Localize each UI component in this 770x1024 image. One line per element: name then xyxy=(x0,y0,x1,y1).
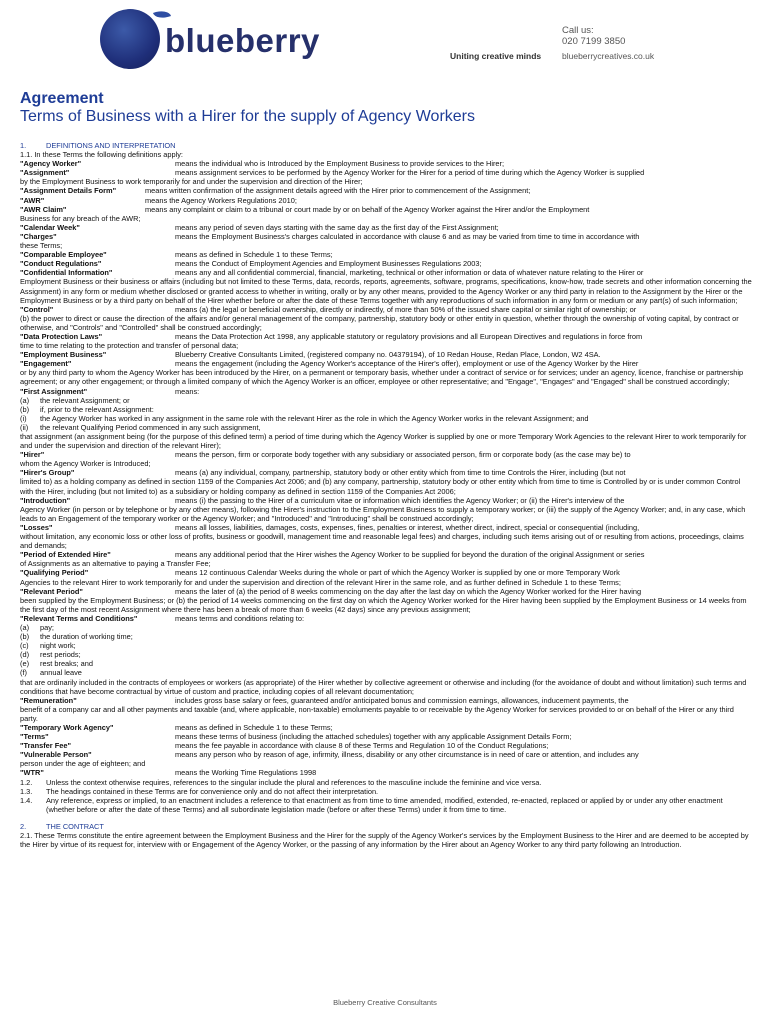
definition-continuation: without limitation, any economic loss or other loss of profits, business or goodwill, management time and reasonable legal fees) and charges, including such items arising out of or resulting from actions, proceedings, claims and demands; xyxy=(20,532,744,551)
website-link[interactable]: blueberrycreatives.co.uk xyxy=(562,51,655,61)
definition xyxy=(20,359,753,368)
list-item xyxy=(20,659,753,668)
definition-text: means as defined in Schedule 1 to these Terms; xyxy=(175,723,333,732)
list-marker: (d) xyxy=(20,650,30,660)
list-item xyxy=(20,396,753,405)
section-heading xyxy=(20,141,753,150)
definition-term: "AWR Claim" xyxy=(20,204,67,214)
definition xyxy=(20,768,753,777)
definition xyxy=(20,259,753,268)
definition xyxy=(20,250,753,259)
definition xyxy=(20,268,753,277)
definition-continuation: Business for any breach of the AWR; xyxy=(20,213,141,223)
leaf-icon xyxy=(153,8,171,22)
clause-intro: 1.1. In these Terms the following definitions apply: xyxy=(20,150,183,160)
definition xyxy=(20,387,753,396)
definition-term: "Period of Extended Hire" xyxy=(20,550,111,560)
list-text: rest breaks; and xyxy=(40,659,93,669)
definition-continuation: whom the Agency Worker is Introduced; xyxy=(20,459,151,469)
list-text: night work; xyxy=(40,641,76,651)
blueberry-logo-icon xyxy=(100,9,160,69)
list-item xyxy=(20,423,753,432)
call-label: Call us: xyxy=(562,25,594,36)
definition-continuation: that are ordinarily included in the contracts of employees or workers (as appropriate) of the Hirer whether by collective agreement or otherwise and including (for the avoidance of doubt and without limitation) such terms and conditions that have become contractual by virtue of custom and practice, including copies of all relevant documentation; xyxy=(20,677,747,696)
definition-text: means the individual who is Introduced by the Employment Business to provide services to the Hirer; xyxy=(175,159,505,169)
definition-continuation: by the Employment Business to work temporarily for and under the supervision and direction of the Hirer; xyxy=(20,177,363,187)
definition-term: "Assignment" xyxy=(20,168,70,178)
definition-continuation: person under the age of eighteen; and xyxy=(20,759,146,769)
definition-term: "Assignment Details Form" xyxy=(20,186,117,196)
definition-term: "Agency Worker" xyxy=(20,159,82,169)
definition-continuation: (b) the power to direct or cause the direction of the affairs and/or general management of the company, partnership, statutory body or other entity in question, whether through the ownership of voting capital, by contract or otherwise, and "Controls" and "Controlled" shall be construed accordingly; xyxy=(20,313,739,332)
definition-term: "Charges" xyxy=(20,231,57,241)
definition-term: "Calendar Week" xyxy=(20,222,80,232)
definition-text: means assignment services to be performed by the Agency Worker for the Hirer for a period of time during which the Agency Worker is supplied xyxy=(175,168,645,178)
list-marker: (b) xyxy=(20,404,30,414)
footer-company: Blueberry Creative Consultants xyxy=(333,998,437,1007)
definition xyxy=(20,196,753,205)
definition-term: "WTR" xyxy=(20,768,44,778)
definition xyxy=(20,450,753,459)
definition-text: means (i) the passing to the Hirer of a curriculum vitae or information which identifies the Agency Worker; or (ii) the Hirer's interview of the xyxy=(175,495,625,505)
definition xyxy=(20,723,753,732)
list-item xyxy=(20,414,753,423)
definition xyxy=(20,741,753,750)
clause xyxy=(20,796,753,814)
definition xyxy=(20,159,753,168)
section-heading xyxy=(20,822,753,831)
phone-number[interactable]: 020 7199 3850 xyxy=(562,36,626,47)
definition xyxy=(20,350,753,359)
definition-text: means (a) any individual, company, partnership, statutory body or other entity which from time to time Controls the Hirer, including (but not xyxy=(175,468,626,478)
definition-continuation: or by any third party to whom the Agency Worker has been introduced by the Hirer, on a permanent or temporary basis, whether under a contract of service or for services; under an agency, licence, franchise or partnership agreement; or any other engagement; or through a limited company of which the Agency Worker is an officer, employee or other representative; and "Engage", "Engages" and "Engaged" shall be construed accordingly; xyxy=(20,368,744,387)
definition-term: "AWR" xyxy=(20,195,45,205)
definition-term: "Introduction" xyxy=(20,495,71,505)
definition-text: means the Working Time Regulations 1998 xyxy=(175,768,317,778)
letterhead xyxy=(0,0,770,80)
definition-text: means the Employment Business's charges calculated in accordance with clause 6 and as may be varied from time to time in accordance with xyxy=(175,231,640,241)
definition-text: means the engagement (including the Agency Worker's acceptance of the Hirer's offer), employment or use of the Agency Worker by the Hirer xyxy=(175,359,639,369)
definition xyxy=(20,186,753,195)
definition xyxy=(20,696,753,705)
list-text: annual leave xyxy=(40,668,82,678)
definition-text: means any additional period that the Hirer wishes the Agency Worker to be supplied for beyond the duration of the original Assignment or series xyxy=(175,550,645,560)
list-marker: (a) xyxy=(20,622,30,632)
list-text: the relevant Assignment; or xyxy=(40,395,130,405)
list-item xyxy=(20,668,753,677)
list-item xyxy=(20,632,753,641)
definition xyxy=(20,750,753,759)
definition xyxy=(20,614,753,623)
definition-term: "Terms" xyxy=(20,732,49,742)
section-number: 1. xyxy=(20,141,27,150)
list-marker: (ii) xyxy=(20,422,29,432)
definition-text: means any person who by reason of age, infirmity, illness, disability or any other circumstance is in need of care or attention, and includes any xyxy=(175,750,639,760)
definition-term: "Confidential Information" xyxy=(20,268,113,278)
definition-term: "Qualifying Period" xyxy=(20,568,89,578)
list-marker: (e) xyxy=(20,659,30,669)
logo-wordmark: blueberry xyxy=(165,22,320,59)
definition-term: "Engagement" xyxy=(20,359,72,369)
definition-term: "Data Protection Laws" xyxy=(20,331,103,341)
list-item xyxy=(20,623,753,632)
definition xyxy=(20,568,753,577)
definition-term: "Conduct Regulations" xyxy=(20,259,102,269)
list-text: rest periods; xyxy=(40,650,81,660)
definition xyxy=(20,232,753,241)
section-title: THE CONTRACT xyxy=(46,821,104,831)
clause-text: The headings contained in these Terms are for convenience only and do not affect their interpretation. xyxy=(46,786,379,796)
definition-term: "Transfer Fee" xyxy=(20,741,71,751)
definition xyxy=(20,523,753,532)
definition-term: "Comparable Employee" xyxy=(20,250,107,260)
definition-text: means written confirmation of the assignment details agreed with the Hirer prior to commencement of the Assignment; xyxy=(145,186,531,196)
definition xyxy=(20,550,753,559)
definition xyxy=(20,168,753,177)
definition-text: means the Conduct of Employment Agencies and Employment Businesses Regulations 2003; xyxy=(175,259,482,269)
list-text: pay; xyxy=(40,622,54,632)
list-text: if, prior to the relevant Assignment: xyxy=(40,404,154,414)
list-marker: (b) xyxy=(20,632,30,642)
definition-text: means any and all confidential commercial, financial, marketing, technical or other information or data of whatever nature relating to the Hirer or xyxy=(175,268,644,278)
definition-term: "Losses" xyxy=(20,522,53,532)
section-title: DEFINITIONS AND INTERPRETATION xyxy=(46,141,176,150)
tagline: Uniting creative minds xyxy=(450,51,542,61)
list-item xyxy=(20,650,753,659)
definition-text: means all losses, liabilities, damages, costs, expenses, fines, penalties or interest, whether direct, indirect, special or consequential (including, xyxy=(175,522,640,532)
list-item xyxy=(20,641,753,650)
definition-continuation: that assignment (an assignment being (for the purpose of this defined term) a period of time during which the Agency Worker is supplied by one or more Temporary Work Agencies to the relevant Hirer to work temporarily for and under the supervision and direction of the relevant Hirer); xyxy=(20,432,747,451)
definition-continuation: time to time relating to the protection and transfer of personal data; xyxy=(20,341,239,351)
clause-text: Unless the context otherwise requires, references to the singular include the plural and references to the masculine include the feminine and vice versa. xyxy=(46,777,542,787)
definition-text: means 12 continuous Calendar Weeks during the whole or part of which the Agency Worker is supplied by one or more Temporary Work xyxy=(175,568,620,578)
definition xyxy=(20,205,753,214)
definition-text: means the person, firm or corporate body together with any subsidiary or associated person, firm or corporate body (as the case may be) to xyxy=(175,450,631,460)
list-marker: (f) xyxy=(20,668,27,678)
definition xyxy=(20,332,753,341)
definition xyxy=(20,468,753,477)
clause-number: 1.4. xyxy=(20,795,33,805)
list-marker: (a) xyxy=(20,395,30,405)
clause-number: 1.2. xyxy=(20,777,33,787)
definition-term: "Hirer's Group" xyxy=(20,468,75,478)
definition-continuation: benefit of a company car and all other payments and taxable (and, where applicable, non-taxable) emoluments payable to or receivable by the Agency Worker for services provided to or on behalf of the Hirer or any third party. xyxy=(20,704,734,723)
clause-text: 2.1. These Terms constitute the entire agreement between the Employment Business and the Hirer for the supply of the Agency Worker's services by the Employment Business to the Hirer and are deemed to be accepted by the Hirer by virtue of its request for, interview with or Engagement of the Agency Worker, or the passing of any information by the Hirer about an Agency Worker to any third party following an Introduction. xyxy=(20,831,749,850)
list-text: the Agency Worker has worked in any assignment in the same role with the relevant Hirer as the role in which the Agency Worker works in the relevant Assignment; and xyxy=(40,413,589,423)
definition-text: means: xyxy=(175,386,200,396)
list-marker: (c) xyxy=(20,641,29,651)
definition-continuation: Employment Business or their business or affairs (including but not limited to these Terms, data, records, reports, agreements, software, programs, specifications, know-how, trade secrets and other information concerning the Assignment) in any form or medium whether disclosed or granted access to whether in writing, orally or by any other means, provided to the Agency Worker or any third party in relation to the Assignment by the Hirer or the Employment Business or by a third party on behalf of the Hirer whether before or after the date of these Terms together with any reproductions of such information in any form or medium or any part(s) of such information; xyxy=(20,277,752,305)
definition-text: means as defined in Schedule 1 to these Terms; xyxy=(175,250,333,260)
definition-text: means (a) the legal or beneficial ownership, directly or indirectly, of more than 50% of the issued share capital or similar right of ownership; or xyxy=(175,304,637,314)
definition-continuation: limited to) as a holding company as defined in section 1159 of the Companies Act 2006; and (b) any company, partnership, statutory body or other entity which from time to time is Controlled by or is under common Control with the Hirer, including (but not limited to) as a subsidiary or holding company as defined in section 1159 of the Companies Act 2006; xyxy=(20,477,741,496)
definition xyxy=(20,496,753,505)
definition xyxy=(20,732,753,741)
clause xyxy=(20,787,753,796)
definition-continuation: of Assignments as an alternative to paying a Transfer Fee; xyxy=(20,559,211,569)
definition-continuation: these Terms; xyxy=(20,241,63,251)
definition-text: means these terms of business (including the attached schedules) together with any applicable Assignment Details Form; xyxy=(175,732,572,742)
definition-text: means any complaint or claim to a tribunal or court made by or on behalf of the Agency Worker against the Hirer and/or the Employment xyxy=(145,204,590,214)
clause-text: Any reference, express or implied, to an enactment includes a reference to that enactment as from time to time amended, modified, extended, re-enacted, replaced or applied by or under any other enactment (whether before or after the date of these Terms) and all subordinate legislation made (before or after these Terms) under it from time to time. xyxy=(46,795,723,814)
definition-text: includes gross base salary or fees, guaranteed and/or anticipated bonus and commission earnings, allowances, inducement payments, the xyxy=(175,695,629,705)
list-text: the duration of working time; xyxy=(40,632,133,642)
definition-term: "First Assignment" xyxy=(20,386,88,396)
list-text: the relevant Qualifying Period commenced in any such assignment, xyxy=(40,422,261,432)
definition-text: means the Data Protection Act 1998, any applicable statutory or regulatory provisions and all European Directives and regulations in force from xyxy=(175,331,643,341)
definition-text: means terms and conditions relating to: xyxy=(175,613,304,623)
definition xyxy=(20,587,753,596)
definition-term: "Relevant Terms and Conditions" xyxy=(20,613,138,623)
document-title: Agreement xyxy=(20,90,104,107)
document-subtitle: Terms of Business with a Hirer for the supply of Agency Workers xyxy=(20,108,475,125)
definition-term: "Control" xyxy=(20,304,54,314)
definition-continuation: Agency Worker (in person or by telephone or by any other means), following the Hirer's instruction to the Employment Business to supply a temporary worker; or (iii) the supply of the Agency Worker; and, in any case, which leads to an Engagement of the temporary worker or the Agency Worker; and "Introduced" and "Introducing" shall be construed accordingly; xyxy=(20,504,746,523)
list-item xyxy=(20,405,753,414)
clause xyxy=(20,778,753,787)
definition-term: "Employment Business" xyxy=(20,350,107,360)
definition-continuation: Agencies to the relevant Hirer to work temporarily for and under the supervision and direction of the relevant Hirer in the same role, and as further defined in Schedule 1 to these Terms; xyxy=(20,577,621,587)
definition xyxy=(20,223,753,232)
definition-term: "Relevant Period" xyxy=(20,586,83,596)
definition-term: "Remuneration" xyxy=(20,695,77,705)
definition-continuation: been supplied by the Employment Business; or (b) the period of 14 weeks commencing on the first day on which the Agency Worker worked for the Hirer having been supplied by the Employment Business or 14 weeks from the first day of the most recent Assignment where there has been a break of more than 6 weeks (42 days) since any previous assignment; xyxy=(20,595,747,614)
definition-text: Blueberry Creative Consultants Limited, (registered company no. 04379194), of 10 Redan House, Redan Place, London, W2 4SA. xyxy=(175,350,601,360)
definition-text: means any period of seven days starting with the same day as the first day of the First Assignment; xyxy=(175,222,499,232)
definition-term: "Hirer" xyxy=(20,450,45,460)
list-marker: (i) xyxy=(20,413,27,423)
document-body xyxy=(20,141,753,849)
definition-text: means the later of (a) the period of 8 weeks commencing on the day after the last day on which the Agency Worker worked for the Hirer having xyxy=(175,586,642,596)
definition-text: means the Agency Workers Regulations 2010; xyxy=(145,195,297,205)
definition xyxy=(20,305,753,314)
definition-text: means the fee payable in accordance with clause 8 of these Terms and Regulation 10 of the Conduct Regulations; xyxy=(175,741,549,751)
definition-term: "Temporary Work Agency" xyxy=(20,723,114,732)
clause-number: 1.3. xyxy=(20,786,33,796)
section-number: 2. xyxy=(20,821,27,831)
definition-term: "Vulnerable Person" xyxy=(20,750,92,760)
